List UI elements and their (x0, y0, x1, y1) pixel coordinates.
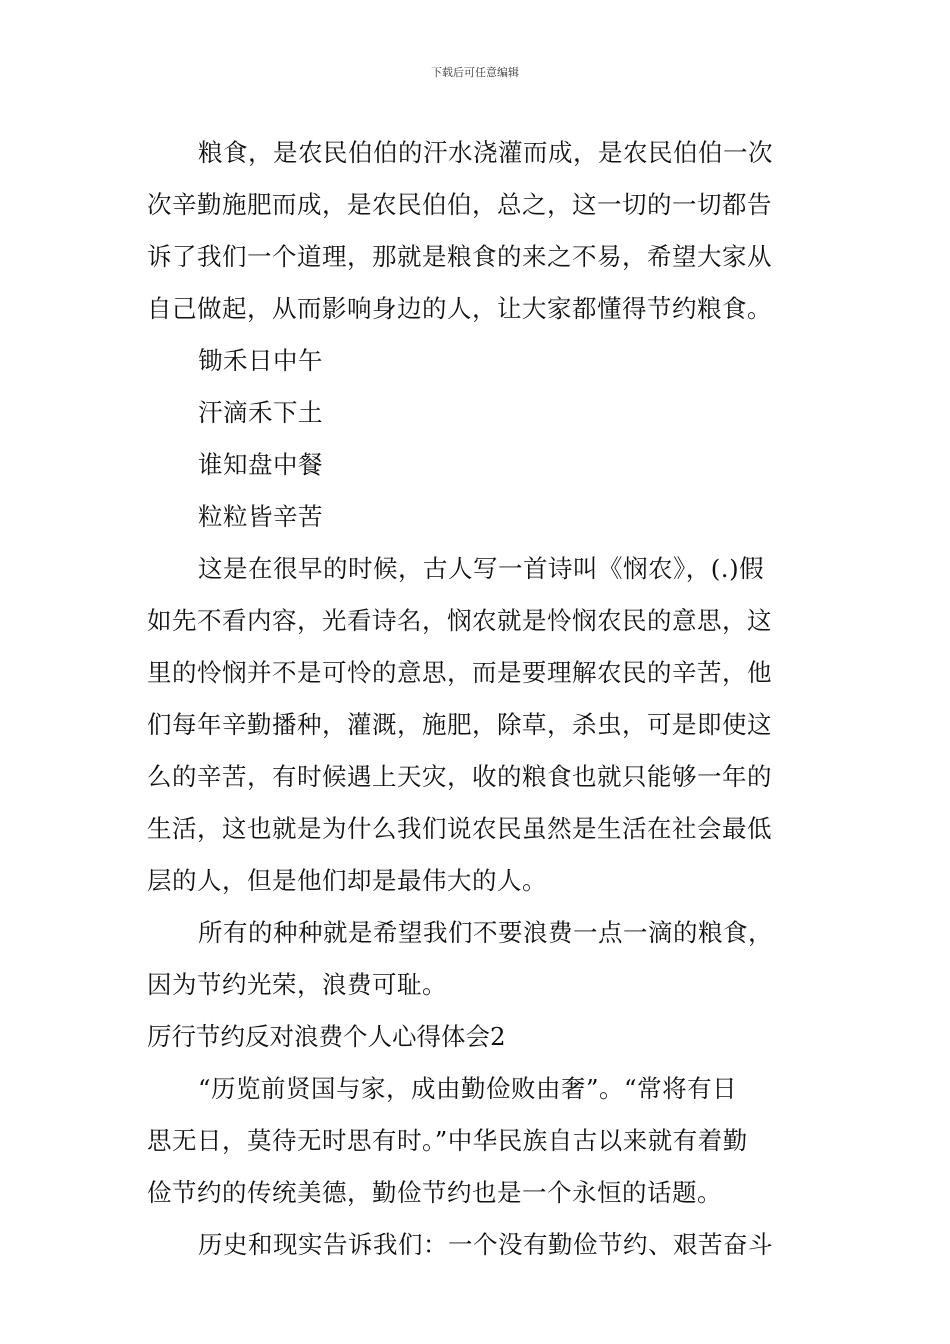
paragraph-line: 因为节约光荣，浪费可耻。 (147, 970, 447, 999)
paragraph-line: 思无日，莫待无时思有时。”中华民族自古以来就有着勤 (147, 1126, 748, 1155)
paragraph-line: 生活，这也就是为什么我们说农民虽然是生活在社会最低 (147, 814, 772, 843)
paragraph-line: 所有的种种就是希望我们不要浪费一点一滴的粮食， (198, 918, 773, 947)
poem-line: 粒粒皆辛苦 (198, 502, 323, 531)
page-header: 下载后可任意编辑 (431, 66, 519, 79)
paragraph-line: 自己做起，从而影响身边的人，让大家都懂得节约粮食。 (147, 294, 772, 323)
paragraph-line: 这是在很早的时候，古人写一首诗叫《悯农》，(.)假 (198, 554, 765, 583)
poem-line: 汗滴禾下土 (198, 398, 323, 427)
paragraph-line: 层的人，但是他们却是最伟大的人。 (147, 866, 547, 895)
paragraph-line: 俭节约的传统美德，勤俭节约也是一个永恒的话题。 (147, 1178, 722, 1207)
paragraph-line: “历览前贤国与家，成由勤俭败由奢”。“常将有日 (198, 1074, 738, 1103)
paragraph-line: 历史和现实告诉我们：一个没有勤俭节约、艰苦奋斗 (198, 1230, 773, 1259)
paragraph-line: 诉了我们一个道理，那就是粮食的来之不易，希望大家从 (147, 242, 772, 271)
document-body (147, 127, 807, 1271)
paragraph-line: 次辛勤施肥而成，是农民伯伯，总之，这一切的一切都告 (147, 190, 772, 219)
paragraph-line: 们每年辛勤播种，灌溉，施肥，除草，杀虫，可是即使这 (147, 710, 772, 739)
poem-line: 锄禾日中午 (198, 346, 323, 375)
section-heading: 厉行节约反对浪费个人心得体会2 (147, 1022, 506, 1051)
paragraph-line: 里的怜悯并不是可怜的意思，而是要理解农民的辛苦，他 (147, 658, 772, 687)
poem-line: 谁知盘中餐 (198, 450, 323, 479)
paragraph-line: 粮食，是农民伯伯的汗水浇灌而成，是农民伯伯一次 (198, 138, 773, 167)
paragraph-line: 么的辛苦，有时候遇上天灾，收的粮食也就只能够一年的 (147, 762, 772, 791)
paragraph-line: 如先不看内容，光看诗名，悯农就是怜悯农民的意思，这 (147, 606, 772, 635)
